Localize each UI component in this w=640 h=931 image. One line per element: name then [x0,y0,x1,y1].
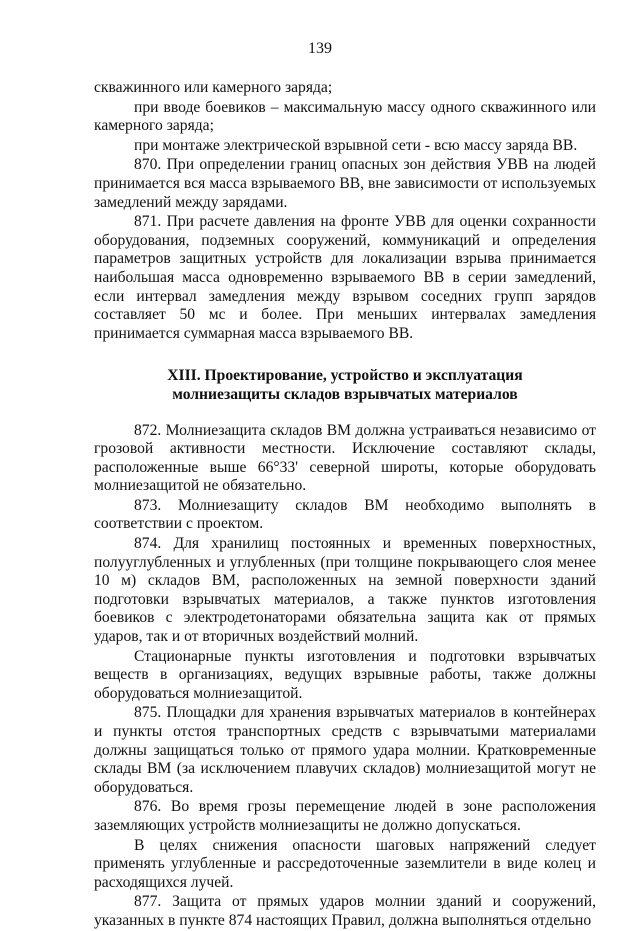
paragraph: 877. Защита от прямых ударов молнии зданий и сооружений, указанных в пункте 874 настоящих Правил, должна выполняться отдельно [94,893,596,929]
paragraph: скважинного или камерного заряда; [94,79,333,96]
paragraph: 873. Молниезащиту складов ВМ необходимо выполнять в соответствии с проектом. [94,496,596,533]
paragraph: 871. При расчете давления на фронте УВВ для оценки сохранности оборудования, подземных сооружений, коммуникаций и определения параметров защитных устройств для локализации взрыва принимается наибольшая масса одновременно взрываемого ВВ в серии замедлений, если интервал замедления между взрывом соседних групп зарядов составляет 50 мс и более. При меньших интервалах замедления принимается суммарная масса взрываемого ВВ. [94,213,596,342]
paragraph: 876. Во время грозы перемещение людей в зоне расположения заземляющих устройств молниезащиты не должно допускаться. [94,798,596,834]
paragraph: при вводе боевиков – максимальную массу одного скважинного или камерного заряда; [94,98,596,135]
paragraph: при монтаже электрической взрывной сети - всю массу заряда ВВ. [134,136,578,154]
paragraph: 874. Для хранилищ постоянных и временных поверхностных, полууглубленных и углубленных (при толщине покрывающего слоя менее 10 м) складов ВМ, расположенных на земной поверхности зданий подготовки взрывчатых материалов, а также пунктов изготовления боевиков с электродетонаторами обязательна защита как от прямых ударов, так и от вторичных воздействий молний. [94,535,596,646]
paragraph: В целях снижения опасности шаговых напряжений следует применять углубленные и рассредоточенные заземлители в виде колец и расходящихся лучей. [94,836,596,891]
paragraph: 872. Молниезащита складов ВМ должна устраиваться независимо от грозовой активности местности. Исключение составляют склады, расположенные выше 66°33' северной широты, которые оборудовать молниезащитой не обязательно. [94,421,596,495]
paragraph: Стационарные пункты изготовления и подготовки взрывчатых веществ в организациях, ведущих взрывные работы, также должны оборудоваться молниезащитой. [94,647,596,702]
paragraphs-top [94,79,596,343]
page-body [94,78,596,931]
paragraph: 870. При определении границ опасных зон действия УВВ на людей принимается вся масса взрываемого ВВ, вне зависимости от используемых замедлений между зарядами. [94,156,596,211]
paragraph: 875. Площадки для хранения взрывчатых материалов в контейнерах и пункты отстоя транспортных средств с взрывчатыми материалами должны защищаться только от прямого удара молнии. Кратковременные склады ВМ (за исключением плавучих складов) молниезащитой могут не оборудоваться. [94,704,596,796]
paragraphs-bottom [94,422,596,931]
page-number: 139 [308,40,332,57]
section-heading: XIII. Проектирование, устройство и эксплуатация молниезащиты складов взрывчатых материалов [167,367,523,403]
